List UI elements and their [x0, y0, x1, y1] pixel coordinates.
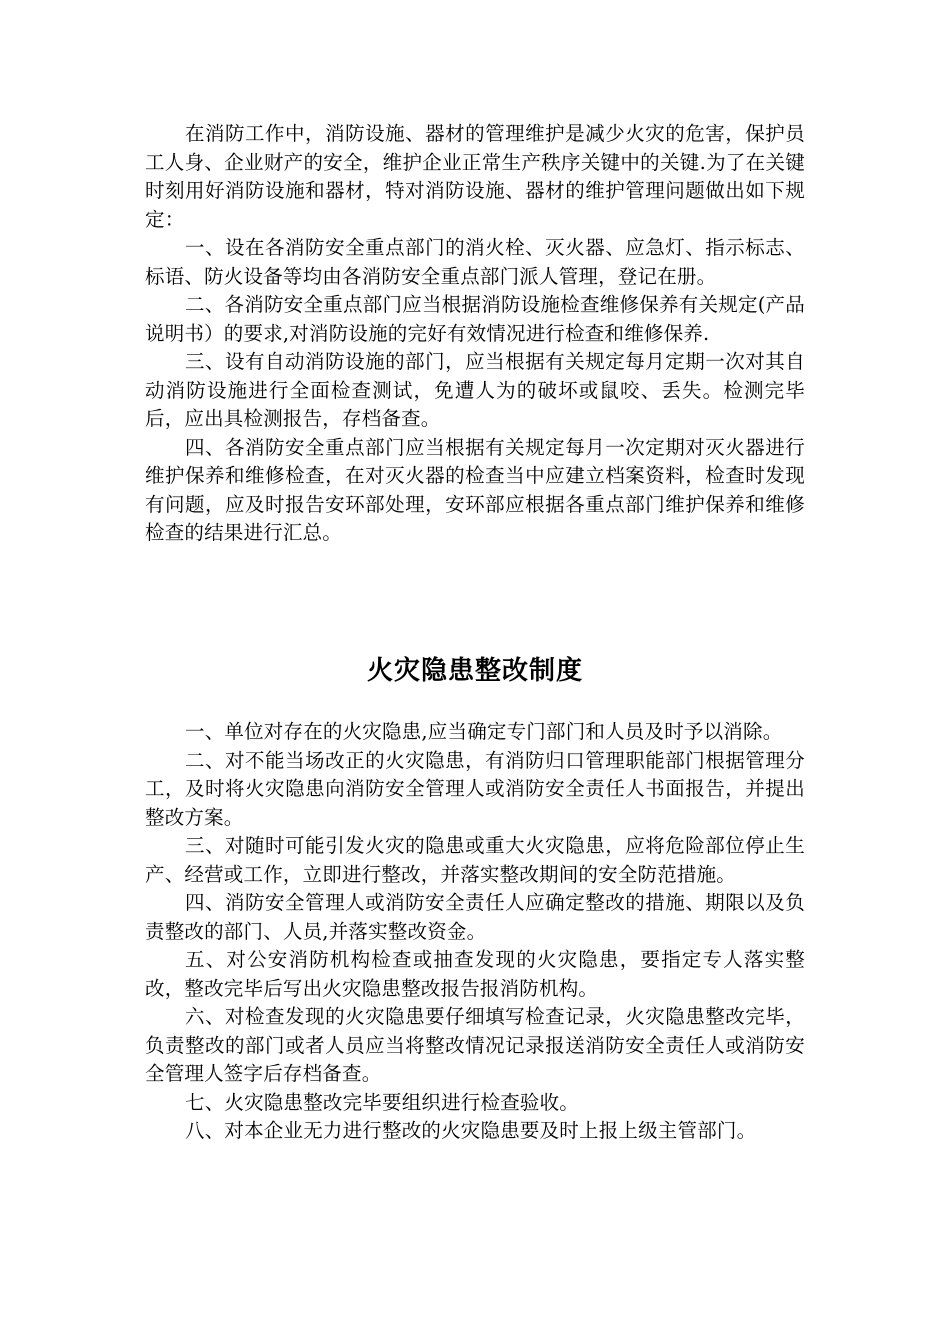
hazard-rule-1: 一、单位对存在的火灾隐患,应当确定专门部门和人员及时予以消除。 [185, 720, 783, 743]
hazard-rule-5: 五、对公安消防机构检查或抽查发现的火灾隐患，要指定专人落实整改，整改完毕后写出火灾隐患整改报告报消防机构。 [145, 948, 805, 1000]
hazard-rule-7: 七、火灾隐患整改完毕要组织进行检查验收。 [185, 1090, 580, 1114]
hazard-rule-8: 八、对本企业无力进行整改的火灾隐患要及时上报上级主管部门。 [185, 1119, 757, 1142]
hazard-rectification-section [145, 718, 805, 1146]
hazard-rule-6: 六、对检查发现的火灾隐患要仔细填写检查记录，火灾隐患整改完毕，负责整改的部门或者人员应当将整改情况记录报送消防安全责任人或消防安全管理人签字后存档备查。 [145, 1005, 805, 1085]
rule-paragraph-1: 一、设在各消防安全重点部门的消火栓、灭火器、应急灯、指示标志、标语、防火设备等均由各消防安全重点部门派人管理，登记在册。 [145, 236, 805, 288]
hazard-rule-2: 二、对不能当场改正的火灾隐患，有消防归口管理职能部门根据管理分工，及时将火灾隐患向消防安全管理人或消防安全责任人书面报告，并提出整改方案。 [145, 748, 805, 829]
section-title: 火灾隐患整改制度 [366, 656, 583, 686]
intro-paragraph: 在消防工作中，消防设施、器材的管理维护是减少火灾的危害，保护员工人身、企业财产的安全，维护企业正常生产秩序关键中的关键.为了在关键时刻用好消防设施和器材，特对消防设施、器材的维护管理问题做出如下规定： [145, 122, 805, 231]
hazard-rule-4: 四、消防安全管理人或消防安全责任人应确定整改的措施、期限以及负责整改的部门、人员,并落实整改资金。 [145, 891, 805, 943]
rule-paragraph-3: 三、设有自动消防设施的部门，应当根据有关规定每月定期一次对其自动消防设施进行全面检查测试，免遭人为的破坏或鼠咬、丢失。检测完毕后，应出具检测报告，存档备查。 [145, 350, 805, 430]
rule-paragraph-4: 四、各消防安全重点部门应当根据有关规定每月一次定期对灭火器进行维护保养和维修检查，在对灭火器的检查当中应建立档案资料，检查时发现有问题，应及时报告安环部处理，安环部应根据各重点部门维护保养和维修检查的结果进行汇总。 [145, 435, 805, 544]
rule-paragraph-2: 二、各消防安全重点部门应当根据消防设施检查维修保养有关规定(产品说明书）的要求,对消防设施的完好有效情况进行检查和维修保养. [145, 293, 805, 345]
hazard-rule-3: 三、对随时可能引发火灾的隐患或重大火灾隐患，应将危险部位停止生产、经营或工作，立即进行整改，并落实整改期间的安全防范措施。 [145, 834, 805, 886]
maintenance-rules-section [145, 120, 805, 548]
